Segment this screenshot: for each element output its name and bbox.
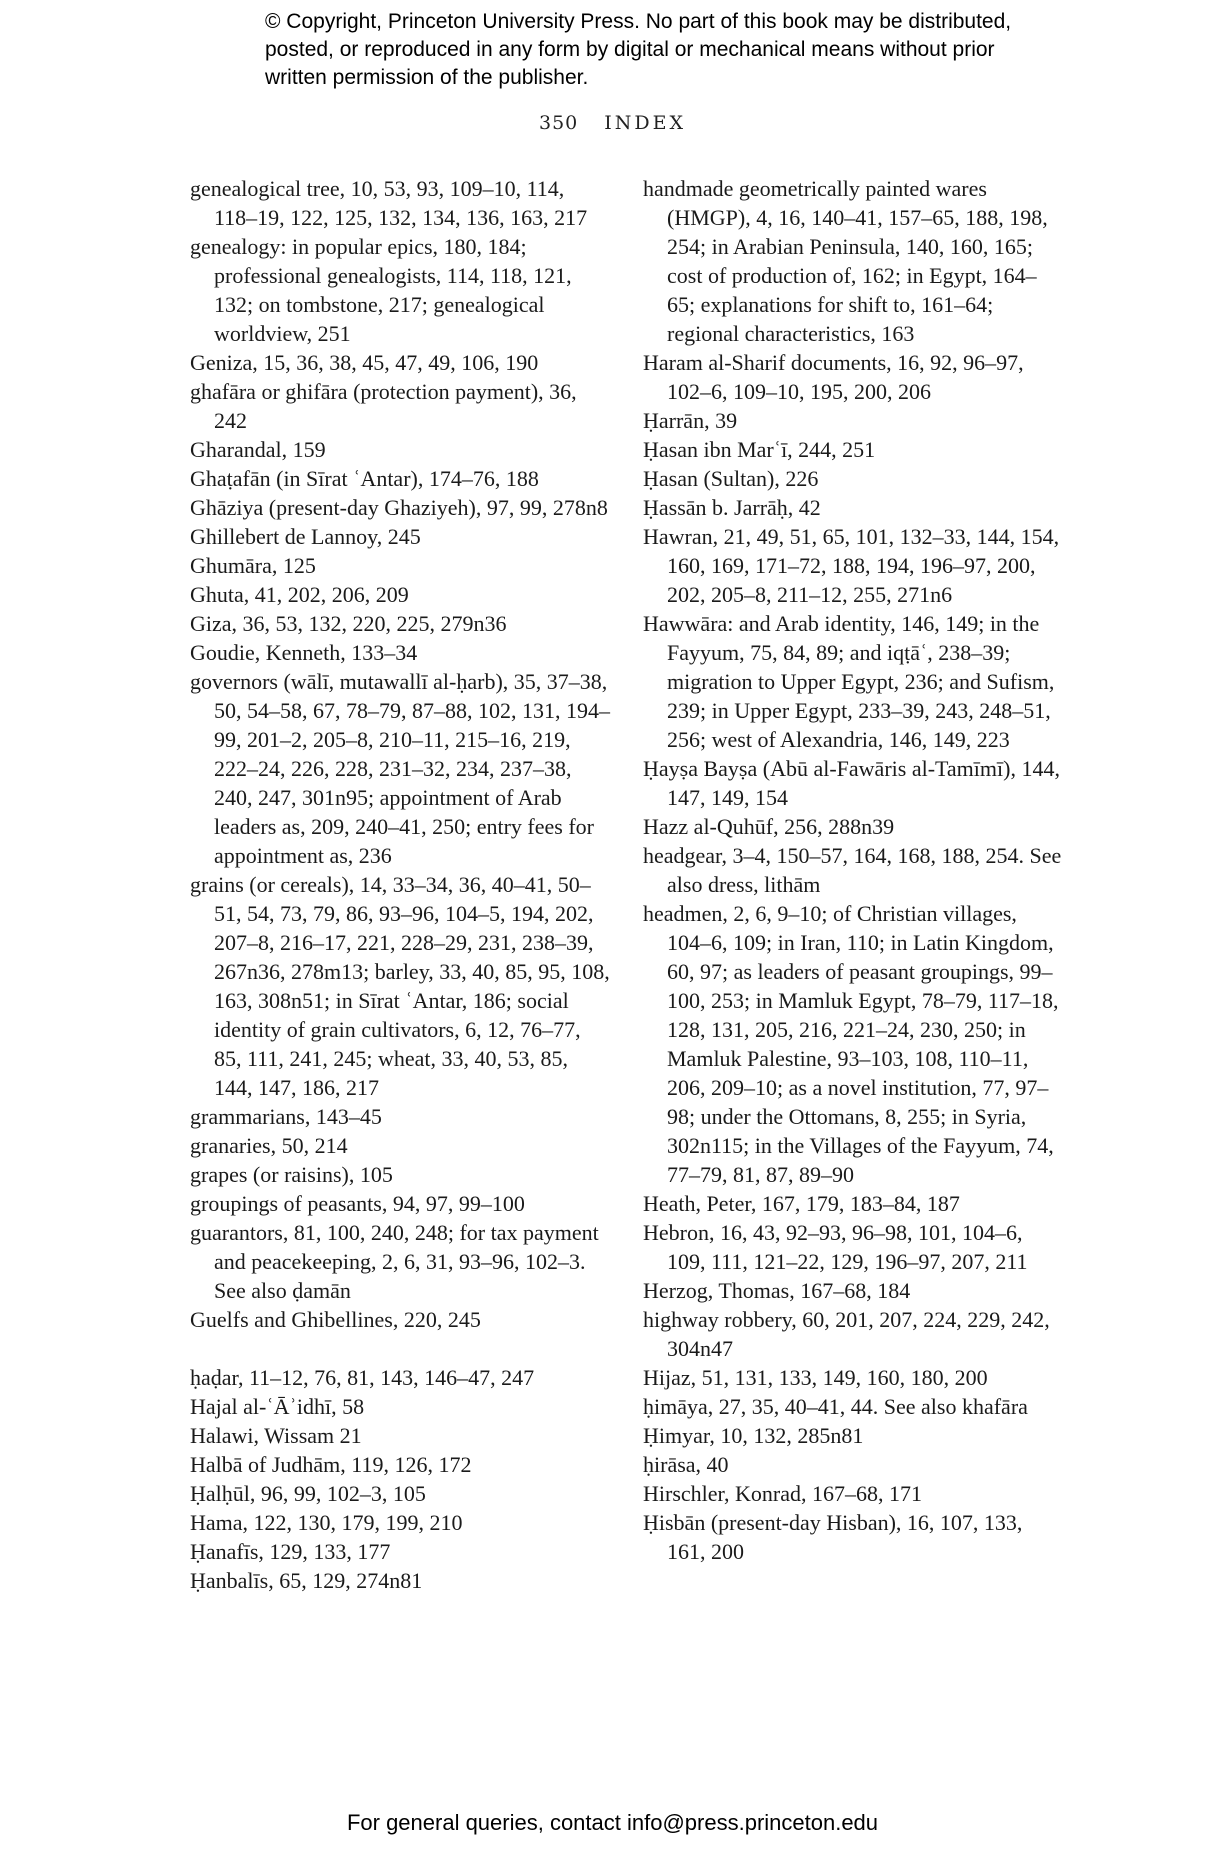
- index-entry: grammarians, 143–45: [190, 1104, 382, 1129]
- index-entry: Hirschler, Konrad, 167–68, 171: [643, 1481, 922, 1506]
- index-entry: Ḥanafīs, 129, 133, 177: [190, 1539, 391, 1564]
- index-entry: Hazz al-Quhūf, 256, 288n39: [643, 814, 895, 839]
- index-entry: Gharandal, 159: [190, 437, 326, 462]
- index-entry: ḥaḍar, 11–12, 76, 81, 143, 146–47, 247: [190, 1365, 535, 1390]
- index-entry: Goudie, Kenneth, 133–34: [190, 640, 418, 665]
- index-entry: headgear, 3–4, 150–57, 164, 168, 188, 254. See also dress, lithām: [643, 843, 1062, 897]
- index-entry: ghafāra or ghifāra (protection payment), 36, 242: [190, 379, 577, 433]
- index-entry: Hama, 122, 130, 179, 199, 210: [190, 1510, 463, 1535]
- index-entry: Haram al-Sharif documents, 16, 92, 96–97, 102–6, 109–10, 195, 200, 206: [643, 350, 1024, 404]
- index-entry: Hijaz, 51, 131, 133, 149, 160, 180, 200: [643, 1365, 988, 1390]
- index-entry: ḥirāsa, 40: [643, 1452, 729, 1477]
- footer-contact: For general queries, contact info@press.princeton.edu: [346, 1810, 879, 1835]
- page-number: 350: [538, 112, 579, 134]
- copyright-notice: © Copyright, Princeton University Press. No part of this book may be distributed, posted, or reproduced in any form by digital or mechanical means without prior written permission of the publisher.: [265, 10, 1012, 89]
- index-entry: Ghillebert de Lannoy, 245: [190, 524, 421, 549]
- index-entry: Ḥimyar, 10, 132, 285n81: [643, 1423, 864, 1448]
- index-entry: groupings of peasants, 94, 97, 99–100: [190, 1191, 525, 1216]
- index-entry: Ḥisbān (present-day Hisban), 16, 107, 133, 161, 200: [643, 1510, 1023, 1564]
- index-entry: ḥimāya, 27, 35, 40–41, 44. See also khafāra: [643, 1394, 1028, 1419]
- index-entry: Ḥasan ibn Marʿī, 244, 251: [643, 437, 876, 462]
- index-entry: Hebron, 16, 43, 92–93, 96–98, 101, 104–6, 109, 111, 121–22, 129, 196–97, 207, 211: [643, 1220, 1028, 1274]
- index-entry: Heath, Peter, 167, 179, 183–84, 187: [643, 1191, 960, 1216]
- index-entry: Ghāziya (present-day Ghaziyeh), 97, 99, 278n8: [190, 495, 608, 520]
- index-entry: grapes (or raisins), 105: [190, 1162, 393, 1187]
- index-entry: genealogy: in popular epics, 180, 184; professional genealogists, 114, 118, 121, 132; on tombstone, 217; genealogical worldview, 251: [190, 234, 572, 346]
- index-entry: highway robbery, 60, 201, 207, 224, 229, 242, 304n47: [643, 1307, 1050, 1361]
- index-entry: grains (or cereals), 14, 33–34, 36, 40–41, 50–51, 54, 73, 79, 86, 93–96, 104–5, 194, 202, 207–8, 216–17, 221, 228–29, 231, 238–39, 267n36, 278m13; barley, 33, 40, 85, 95, 108, 163, 308n51; in Sīrat ʿAntar, 186; social identity of grain cultivators, 6, 12, 76–77, 85, 111, 241, 245; wheat, 33, 40, 53, 85, 144, 147, 186, 217: [190, 872, 610, 1100]
- index-entry: Guelfs and Ghibellines, 220, 245: [190, 1307, 481, 1332]
- index-entry: Ḥanbalīs, 65, 129, 274n81: [190, 1568, 423, 1593]
- index-entry: genealogical tree, 10, 53, 93, 109–10, 114, 118–19, 122, 125, 132, 134, 136, 163, 217: [190, 176, 588, 230]
- index-entry: handmade geometrically painted wares (HMGP), 4, 16, 140–41, 157–65, 188, 198, 254; in Arabian Peninsula, 140, 160, 165; cost of production of, 162; in Egypt, 164–65; explanations for shift to, 161–64; regional characteristics, 163: [643, 176, 1048, 346]
- index-entry: headmen, 2, 6, 9–10; of Christian villages, 104–6, 109; in Iran, 110; in Latin Kingdom, 60, 97; as leaders of peasant groupings, 99–100, 253; in Mamluk Egypt, 78–79, 117–18, 128, 131, 205, 216, 221–24, 230, 250; in Mamluk Palestine, 93–103, 108, 110–11, 206, 209–10; as a novel institution, 77, 97–98; under the Ottomans, 8, 255; in Syria, 302n115; in the Villages of the Fayyum, 74, 77–79, 81, 87, 89–90: [643, 901, 1059, 1187]
- index-entry: guarantors, 81, 100, 240, 248; for tax payment and peacekeeping, 2, 6, 31, 93–96, 102–3. See also ḍamān: [190, 1220, 599, 1303]
- index-entry: Ḥasan (Sultan), 226: [643, 466, 819, 491]
- index-entry: Ghuta, 41, 202, 206, 209: [190, 582, 409, 607]
- index-entry: Halbā of Judhām, 119, 126, 172: [190, 1452, 472, 1477]
- index-entry: Hajal al-ʿĀʾidhī, 58: [190, 1394, 365, 1419]
- index-entry: granaries, 50, 214: [190, 1133, 348, 1158]
- index-entry: Ghaṭafān (in Sīrat ʿAntar), 174–76, 188: [190, 466, 539, 491]
- index-column-right: [643, 174, 1063, 1566]
- index-entry: Hawwāra: and Arab identity, 146, 149; in the Fayyum, 75, 84, 89; and iqṭāʿ, 238–39; migration to Upper Egypt, 236; and Sufism, 239; in Upper Egypt, 233–39, 243, 248–51, 256; west of Alexandria, 146, 149, 223: [643, 611, 1055, 752]
- index-entry: Giza, 36, 53, 132, 220, 225, 279n36: [190, 611, 507, 636]
- index-entry: Halawi, Wissam 21: [190, 1423, 362, 1448]
- index-entry: Herzog, Thomas, 167–68, 184: [643, 1278, 911, 1303]
- index-entry: Ḥayṣa Bayṣa (Abū al-Fawāris al-Tamīmī), 144, 147, 149, 154: [643, 756, 1060, 810]
- index-entry: Hawran, 21, 49, 51, 65, 101, 132–33, 144, 154, 160, 169, 171–72, 188, 194, 196–97, 200, 202, 205–8, 211–12, 255, 271n6: [643, 524, 1060, 607]
- index-column-left: [190, 174, 610, 1595]
- section-title: INDEX: [604, 112, 687, 134]
- index-entry: Ḥassān b. Jarrāḥ, 42: [643, 495, 821, 520]
- index-entry: Ghumāra, 125: [190, 553, 316, 578]
- index-entry: Geniza, 15, 36, 38, 45, 47, 49, 106, 190: [190, 350, 539, 375]
- index-entry: Ḥalḥūl, 96, 99, 102–3, 105: [190, 1481, 426, 1506]
- index-entry: Ḥarrān, 39: [643, 408, 738, 433]
- index-entry: governors (wālī, mutawallī al-ḥarb), 35, 37–38, 50, 54–58, 67, 78–79, 87–88, 102, 131, 194–99, 201–2, 205–8, 210–11, 215–16, 219, 222–24, 226, 228, 231–32, 234, 237–38, 240, 247, 301n95; appointment of Arab leaders as, 209, 240–41, 250; entry fees for appointment as, 236: [190, 669, 610, 868]
- running-head: [0, 112, 1225, 134]
